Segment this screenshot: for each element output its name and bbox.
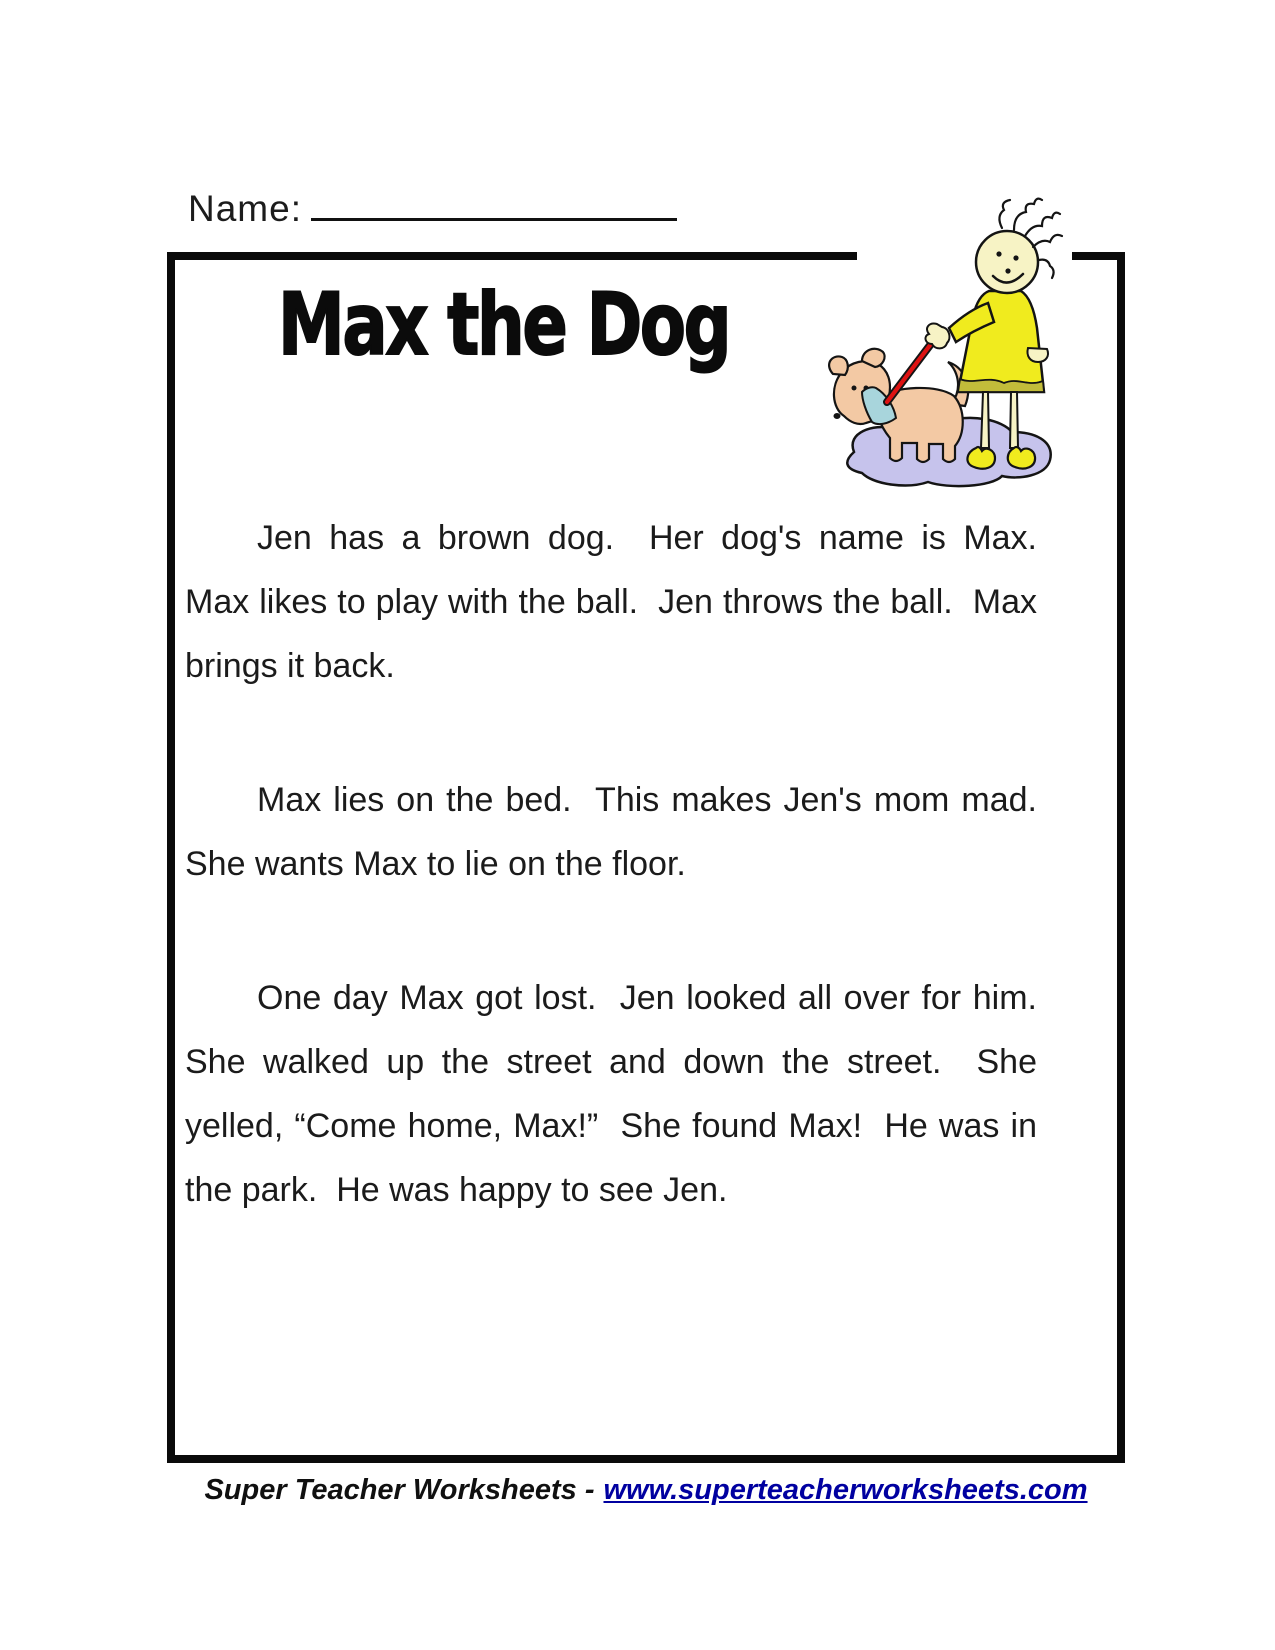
story-title: Max the Dog (278, 275, 730, 375)
story-paragraph-3: One day Max got lost. Jen looked all over for him. She walked up the street and down the street. She yelled, “Come home, Max!” She found Max! He was in the park. He was happy to see Jen. (185, 979, 1056, 1209)
story-text (185, 506, 1056, 1292)
footer-source-label: Super Teacher Worksheets - (204, 1474, 595, 1506)
footer (167, 1474, 1125, 1507)
footer-website-link[interactable]: www.superteacherworksheets.com (603, 1474, 1088, 1506)
story-paragraph-1: Jen has a brown dog. Her dog's name is Max. Max likes to play with the ball. Jen throws the ball. Max brings it back. (185, 519, 1056, 685)
name-label: Name: (188, 188, 302, 229)
story-paragraph-2: Max lies on the bed. This makes Jen's mom mad. She wants Max to lie on the floor. (185, 781, 1056, 883)
girl-walking-dog-illustration (790, 170, 1072, 492)
name-row (188, 182, 677, 230)
name-blank-line[interactable] (311, 182, 677, 221)
